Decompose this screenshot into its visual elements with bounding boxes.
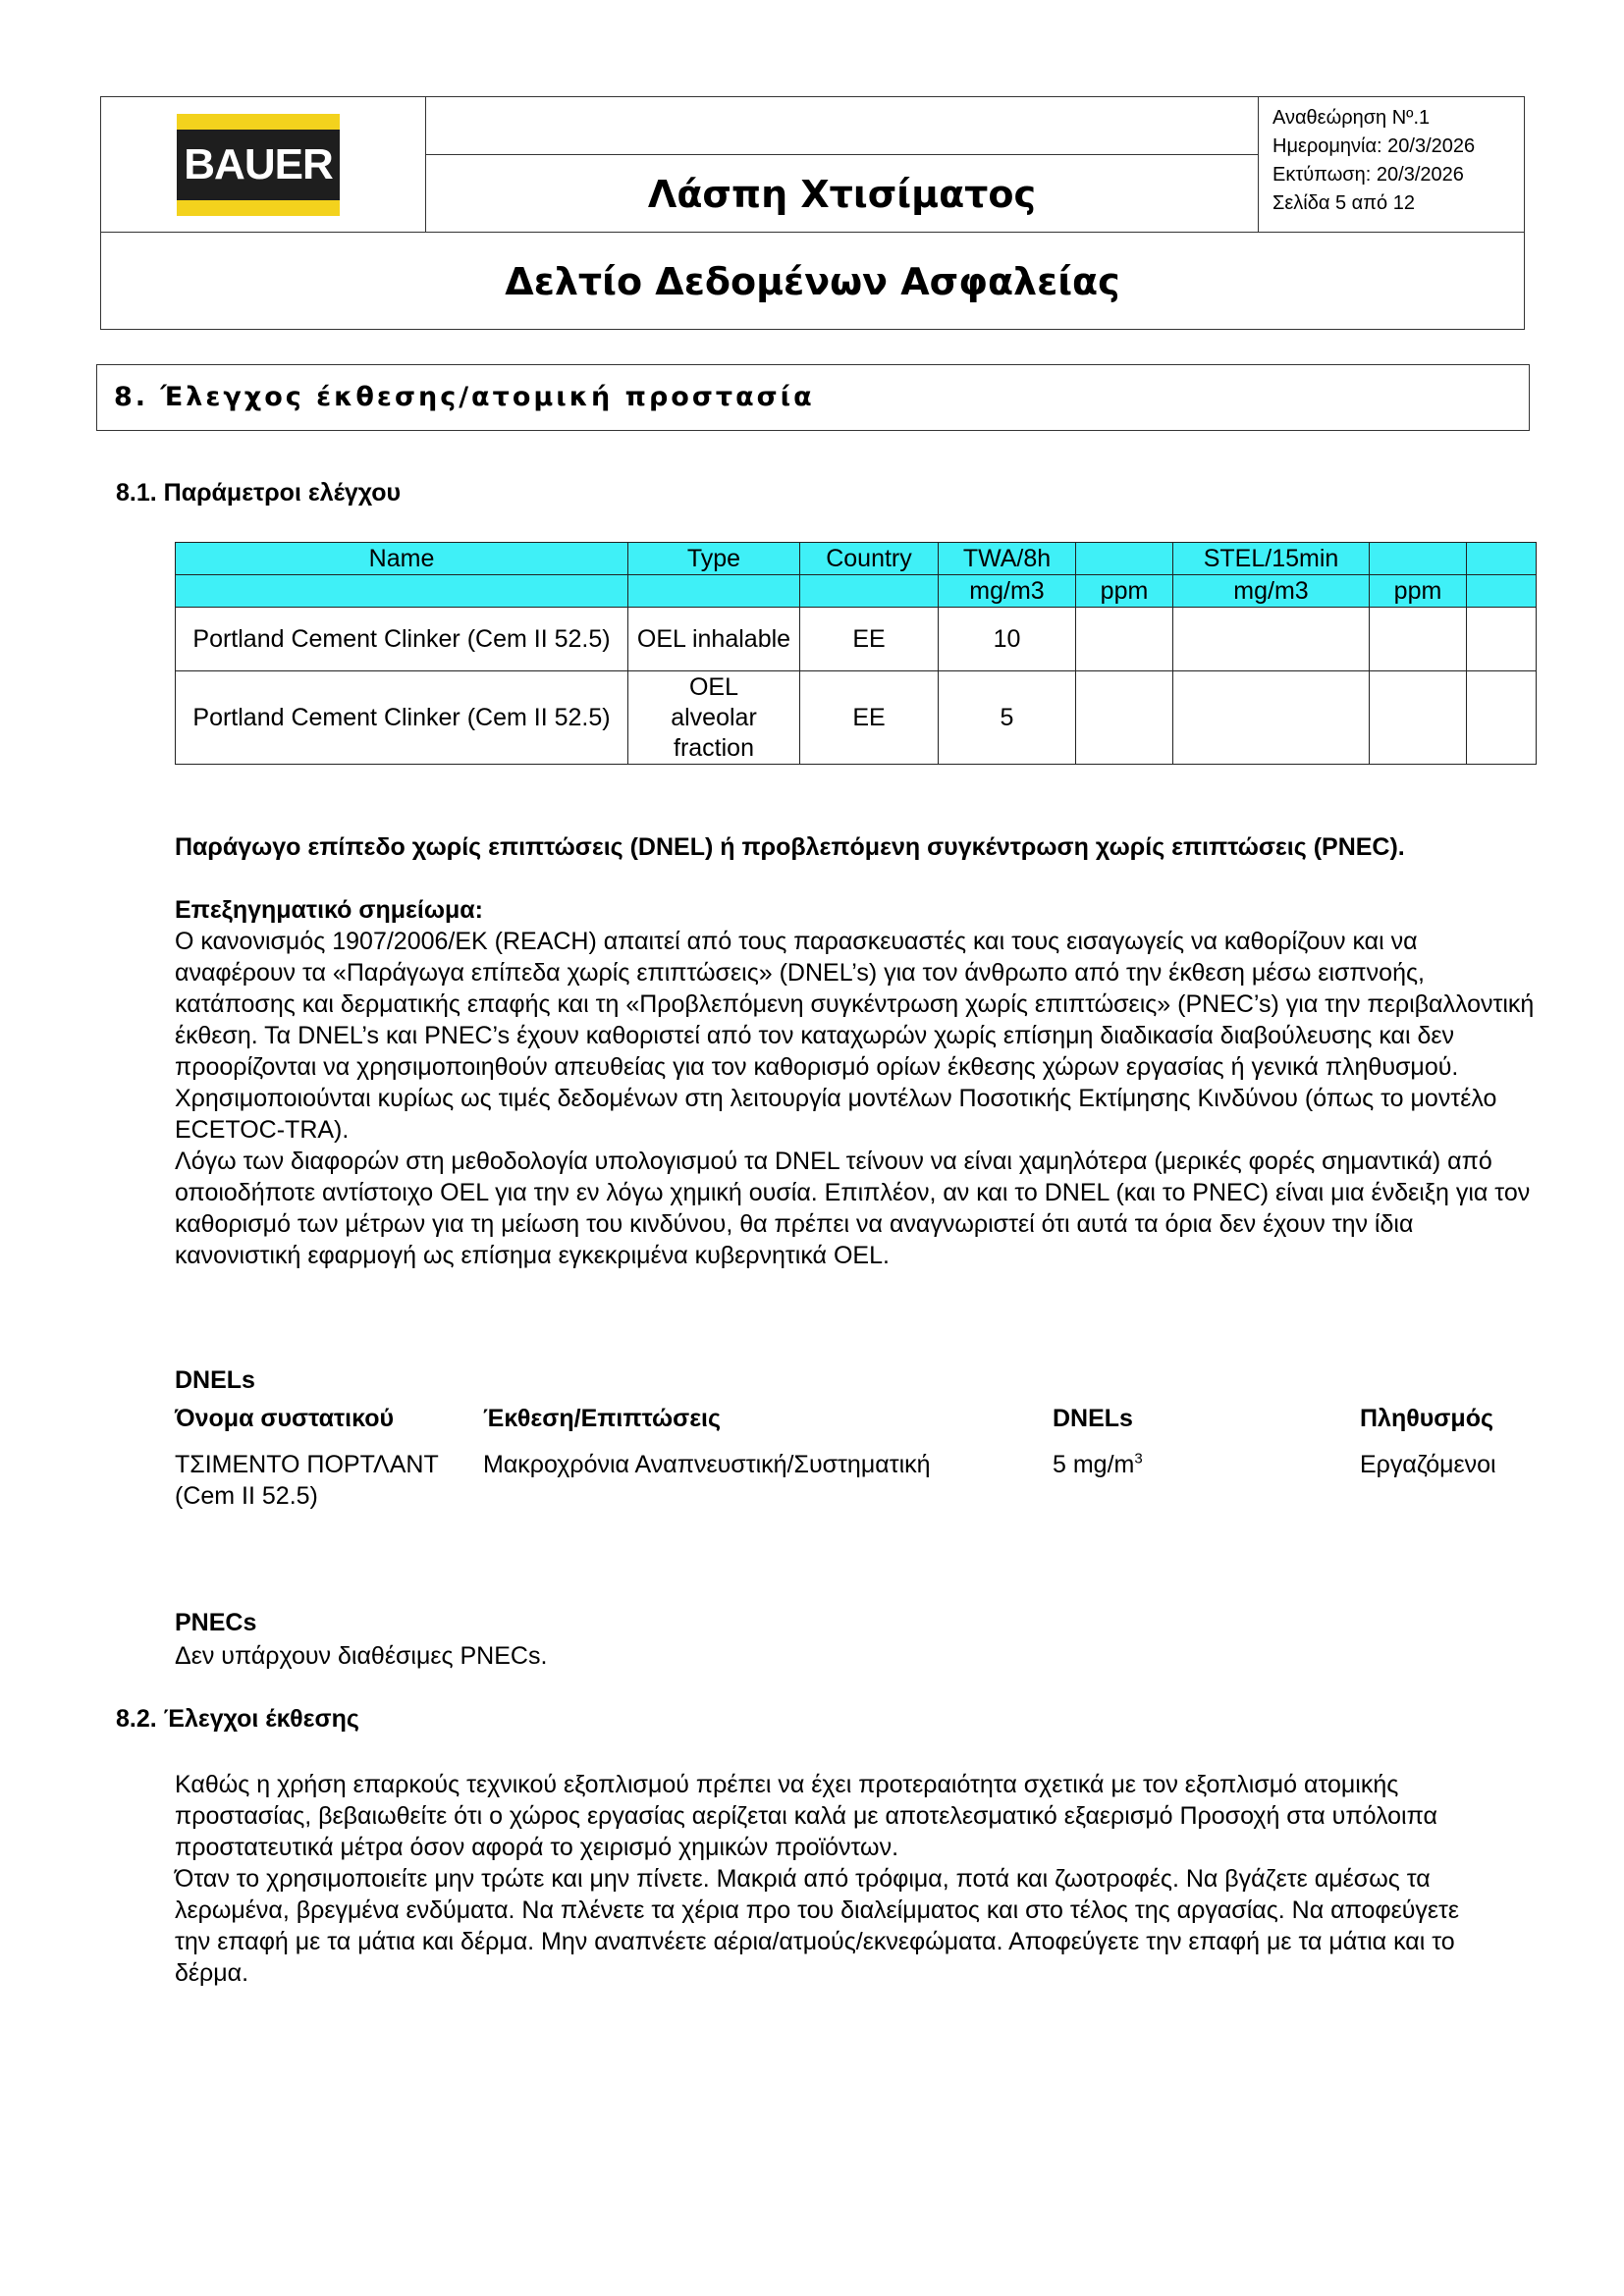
table-cell <box>1467 608 1537 671</box>
dnels-col-header: Έκθεση/Επιπτώσεις <box>483 1405 722 1432</box>
header-divider <box>425 154 1259 155</box>
table-cell <box>1370 608 1467 671</box>
table-cell <box>1173 608 1370 671</box>
date: Ημερομηνία: 20/3/2026 <box>1272 135 1476 157</box>
oel-table <box>175 542 1537 765</box>
table-cell: 5 <box>939 671 1076 765</box>
subsection-title: 8.2. Έλεγχοι έκθεσης <box>116 1705 359 1733</box>
dnels-component: ΤΣΙΜΕΝΤΟ ΠΟΡΤΛΑΝΤ (Cem II 52.5) <box>175 1451 439 1510</box>
table-header-cell <box>1076 543 1173 575</box>
header-divider <box>1258 96 1259 232</box>
table-row <box>176 671 1537 765</box>
page-number: Σελίδα 5 από 12 <box>1272 192 1415 214</box>
pnecs-text: Δεν υπάρχουν διαθέσιμες PNECs. <box>175 1642 548 1670</box>
document-meta <box>1272 104 1518 218</box>
table-header-cell: ppm <box>1076 575 1173 608</box>
product-title: Λάσπη Χτισίματος <box>647 173 1037 216</box>
table-header-cell <box>176 575 628 608</box>
table-header-cell: Name <box>176 543 628 575</box>
table-cell: OEL alveolar fraction <box>628 671 800 765</box>
table-cell <box>1173 671 1370 765</box>
table-header-cell: ppm <box>1370 575 1467 608</box>
table-header-cell <box>1370 543 1467 575</box>
table-header-cell: mg/m3 <box>939 575 1076 608</box>
table-header-cell: Type <box>628 543 800 575</box>
table-header-cell: mg/m3 <box>1173 575 1370 608</box>
dnels-exposure: Μακροχρόνια Αναπνευστική/Συστηματική <box>483 1451 931 1478</box>
table-cell: EE <box>800 671 939 765</box>
dnel-pnec-heading: Παράγωγο επίπεδο χωρίς επιπτώσεις (DNEL) ή προβλεπόμενη συγκέντρωση χωρίς επιπτώσεις (PNEC). <box>175 833 1405 861</box>
table-header-cell: TWA/8h <box>939 543 1076 575</box>
table-header-cell: STEL/15min <box>1173 543 1370 575</box>
note-heading: Επεξηγηματικό σημείωμα: <box>175 896 483 924</box>
dnels-col-header: DNELs <box>1053 1405 1133 1432</box>
printed-date: Εκτύπωση: 20/3/2026 <box>1272 164 1464 186</box>
table-cell: Portland Cement Clinker (Cem II 52.5) <box>176 608 628 671</box>
table-cell: Portland Cement Clinker (Cem II 52.5) <box>176 671 628 765</box>
table-header-cell <box>628 575 800 608</box>
header-divider <box>100 232 1525 233</box>
table-header-cell <box>1467 543 1537 575</box>
dnels-col-header: Όνομα συστατικού <box>175 1405 395 1432</box>
revision: Αναθεώρηση Nº.1 <box>1272 107 1431 129</box>
table-header-row <box>176 543 1537 575</box>
table-row <box>176 608 1537 671</box>
table-cell: OEL inhalable <box>628 608 800 671</box>
pnecs-title: PNECs <box>175 1609 257 1636</box>
controls-paragraph: Όταν το χρησιμοποιείτε μην τρώτε και μην πίνετε. Μακριά από τρόφιμα, ποτά και ζωοτροφές. Να βγάζετε αμέσως τα λερωμένα, βρεγμένα ενδύματα. Να πλένετε τα χέρια προ του διαλείμματος και στο τέλος της αργασίας. Να αποφεύγετε την επαφή με τα μάτια και δέρμα. Μην αναπνέετε αέρια/ατμούς/εκνεφώματα. Αποφεύγετε την επαφή με τα μάτια και το δέρμα. <box>175 1865 1460 1987</box>
table-cell <box>1076 671 1173 765</box>
table-cell: EE <box>800 608 939 671</box>
table-header-cell <box>1467 575 1537 608</box>
note-paragraph: Λόγω των διαφορών στη μεθοδολογία υπολογισμού τα DNEL τείνουν να είναι χαμηλότερα (μερικές φορές σημαντικά) από οποιοδήποτε αντίστοιχο OEL για την εν λόγω χημική ουσία. Επιπλέον, αν και το DNEL (και το PNEC) είναι μια ένδειξη για τον καθορισμό των μέτρων για τη μείωση του κινδύνου, θα πρέπει να αναγνωριστεί ότι αυτά τα όρια δεν έχουν την ίδια κανονιστική εφαρμογή ως επίσημα εγκεκριμένα κυβερνητικά OEL. <box>175 1148 1531 1269</box>
table-header-cell <box>800 575 939 608</box>
table-subheader-row <box>176 575 1537 608</box>
subsection-title: 8.1. Παράμετροι ελέγχου <box>116 479 402 507</box>
section-heading: 8. Έλεγχος έκθεσης/ατομική προστασία <box>114 382 815 412</box>
logo-text: BAUER <box>177 130 340 200</box>
table-cell <box>1370 671 1467 765</box>
dnels-title: DNELs <box>175 1366 255 1394</box>
document-title: Δελτίο Δεδομένων Ασφαλείας <box>505 260 1120 303</box>
table-cell <box>1467 671 1537 765</box>
controls-paragraph: Καθώς η χρήση επαρκούς τεχνικού εξοπλισμού πρέπει να έχει προτεραιότητα σχετικά με τον εξοπλισμό ατομικής προστασίας, βεβαιωθείτε ότι ο χώρος εργασίας αερίζεται καλά με αποτελεσματικό εξαερισμό Προσοχή στα υπόλοιπα προστατευτικά μέτρα όσον αφορά το χειρισμό χημικών προϊόντων. <box>175 1771 1437 1861</box>
dnels-population: Εργαζόμενοι <box>1360 1451 1496 1478</box>
dnels-col-header: Πληθυσμός <box>1360 1405 1493 1432</box>
header-divider <box>425 96 426 232</box>
table-cell <box>1076 608 1173 671</box>
table-cell: 10 <box>939 608 1076 671</box>
dnels-value: 5 $mg/m^3$ <box>1053 1450 1143 1478</box>
note-paragraph: Ο κανονισμός 1907/2006/ΕΚ (REACH) απαιτεί από τους παρασκευαστές και τους εισαγωγείς να καθορίζουν και να αναφέρουν τα «Παράγωγα επίπεδα χωρίς επιπτώσεις» (DNEL’s) για τον άνθρωπο από την έκθεση μέσω εισπνοής, κατάποσης και δερματικής επαφής και τη «Προβλεπόμενη συγκέντρωση χωρίς επιπτώσεις» (PNEC’s) για την περιβαλλοντική έκθεση. Τα DNEL’s και PNEC’s έχουν καθοριστεί από τον καταχωρών χωρίς επίσημη διαδικασία διαβούλευσης και δεν προορίζονται να χρησιμοποιηθούν απευθείας για τον καθορισμό ορίων έκθεσης χώρων εργασίας ή γενικά πληθυσμού. Χρησιμοποιούνται κυρίως ως τιμές δεδομένων στη λειτουργία μοντέλων Ποσοτικής Εκτίμησης Κινδύνου (όπως το μοντέλο ECETOC-TRA). <box>175 928 1535 1144</box>
table-header-cell: Country <box>800 543 939 575</box>
bauer-logo <box>177 114 340 216</box>
